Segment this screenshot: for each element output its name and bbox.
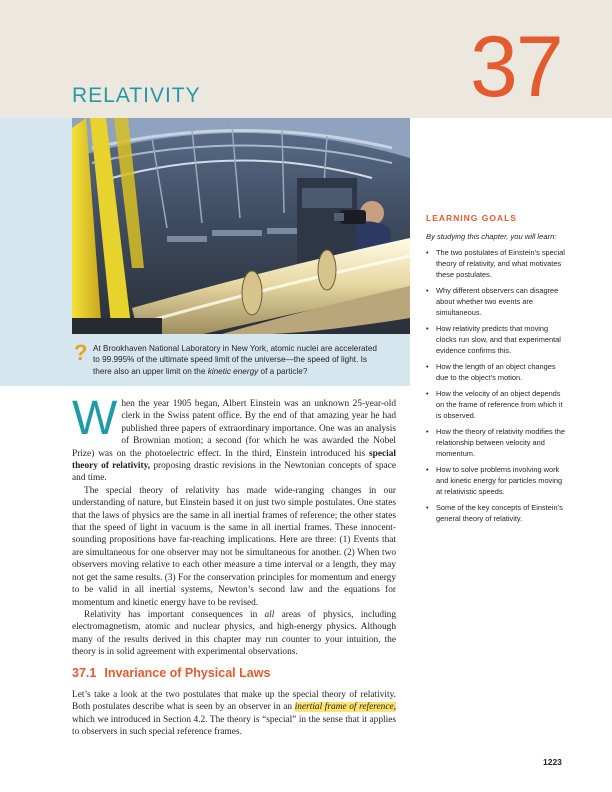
drop-cap: W [72,392,118,445]
learning-goal-item: • Why different observers can disagree about whether two events are simultaneous. [426,286,568,318]
learning-goals-intro: By studying this chapter, you will learn: [426,232,557,241]
intro-p3-text-a: Relativity has important consequences in [84,609,265,620]
section-p-text-a: Let’s take a look at the two postulates that make up the special theory of relativity. Both postulates describe what is seen by an observer in an [72,690,396,713]
intro-p1-bold: special theory of relativity, [72,448,396,472]
caption-italic: kinetic energy [207,366,259,376]
caption-line-3: there also an upper limit on the [93,366,208,376]
intro-p3-italic: all [264,609,275,620]
learning-goals-heading: LEARNING GOALS [426,213,517,223]
chapter-photo [72,118,410,334]
accelerator-photo-illustration [72,118,410,334]
section-paragraph [72,689,396,739]
intro-paragraph-1 [72,392,397,485]
intro-p1-text-b: proposing drastic revisions in the Newtonian concepts of space and time. [72,461,397,484]
learning-goals-list [426,248,568,525]
learning-goal-item: • How the velocity of an object depends on the frame of reference from which it is observed. [426,389,568,421]
learning-goals [426,213,568,530]
section-heading [72,666,270,680]
highlighted-term: inertial frame of reference, [294,702,396,713]
chapter-title: RELATIVITY [72,84,201,107]
chapter-number: 37 [470,19,562,115]
learning-goal-item: • How to solve problems involving work and kinetic energy for particles moving at relativistic speeds. [426,465,568,497]
section-p-text-b: which we introduced in Section 4.2. The theory is “special” in the sense that it applies to observers in such special reference frames. [72,714,396,738]
section-number: 37.1 [72,666,97,680]
caption-line-2: to 99.995% of the ultimate speed limit of the universe—the speed of light. Is [93,355,367,365]
side-band [0,118,72,386]
intro-p1-text-a: hen the year 1905 began, Albert Einstein was an unknown 25-year-old clerk in the Swiss patent office. By the end of that amazing year he had published three papers of extraordinary importance. One was an analysis of Brownian motion; a second (for which he was awarded the Nobel Prize) was on the photoelectric effect. In the third, Einstein introduced his [72,399,396,459]
intro-paragraph-2: The special theory of relativity has made wide-ranging changes in our understanding of nature, but Einstein based it on just two simple postulates. One states that the laws of physics are the same in all inertial frames of reference; the other states that the speed of light in vacuum is the same in all inertial frames. These innocent-sounding propositions have far-reaching implications. Here are three: (1) Events that are simultaneous for one observer may not be simultaneous for another. (2) When two observers moving relative to each other measure a time interval or a length, they may not get the same results. (3) For the conservation principles for momentum and energy to be valid in all inertial systems, Newton’s second law and the equations for momentum and kinetic energy have to be revised. [72,485,396,608]
learning-goal-item: • How relativity predicts that moving clocks run slow, and that experimental evidence confirms this. [426,324,568,356]
question-mark-icon: ? [74,340,88,365]
intro-paragraph-3 [72,609,396,659]
intro-p3-text-b: areas of physics, including electromagnetism, atomic and nuclear physics, and high-energy physics. Although many of the results derived in this chapter may run counter to your intuition, the theory is in solid agreement with experimental observations. [72,609,396,658]
caption-end: of a particle? [258,366,308,376]
section-text [72,689,396,739]
learning-goal-item: • How the length of an object changes due to the object’s motion. [426,362,568,384]
learning-goal-item: • How the theory of relativity modifies the relationship between velocity and momentum. [426,427,568,459]
learning-goal-item: • The two postulates of Einstein’s special theory of relativity, and what motivates these postulates. [426,248,568,280]
section-title: Invariance of Physical Laws [104,666,271,680]
caption-line-1: At Brookhaven National Laboratory in New York, atomic nuclei are accelerated [93,344,377,353]
page-number: 1223 [543,757,562,767]
intro-text [72,392,397,659]
figure-caption [93,343,405,377]
learning-goal-item: • Some of the key concepts of Einstein’s general theory of relativity. [426,503,568,525]
